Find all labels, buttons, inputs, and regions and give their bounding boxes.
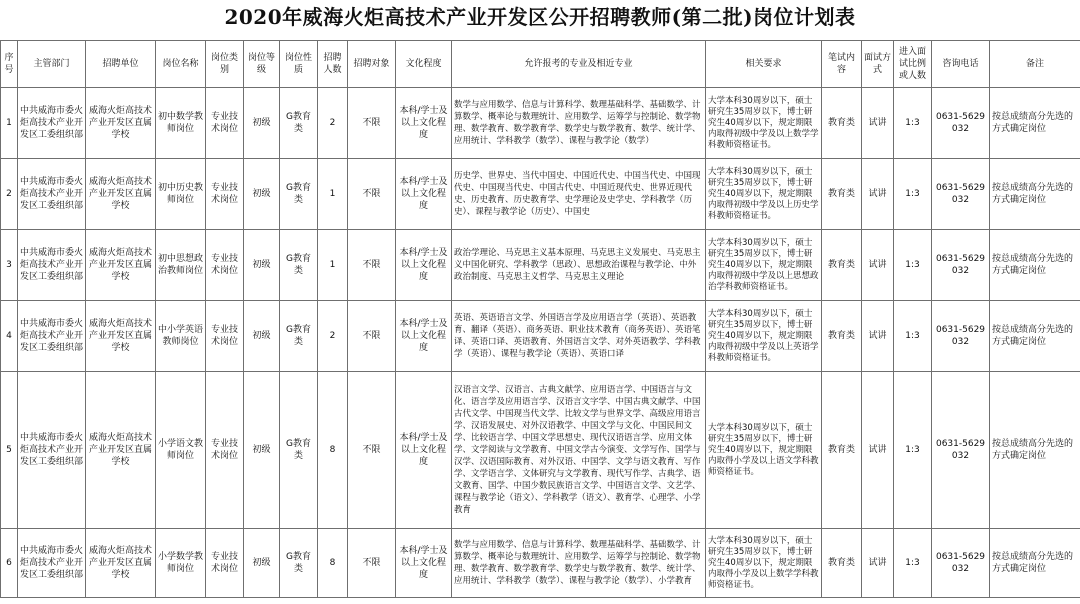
header-cell-count: 招聘人数 (318, 41, 348, 88)
table-row (1, 159, 1080, 230)
cell-interview: 试讲 (862, 301, 894, 372)
cell-majors: 数学与应用数学、信息与计算科学、数理基础科学、基础数学、计算数学、概率论与数理统计、应用数学、运筹学与控制论、数学物理、数学教育、数学教育学、数学史与数学教育、数学、统计学、应用统计、学科教学（数学）、课程与教学论（数学） (452, 88, 706, 159)
cell-phone: 0631-5629032 (932, 88, 990, 159)
cell-majors: 英语、英语语言文学、外国语言学及应用语言学（英语）、英语教育、翻译（英语）、商务英语、职业技术教育（商务英语）、英语笔译、英语口译、英语教育、外国语言文学、对外英语教学、学科教学（英语）、课程与教学论（英语）、英语口译 (452, 301, 706, 372)
cell-level: 初级 (244, 230, 280, 301)
cell-post: 小学语文教师岗位 (156, 372, 206, 529)
cell-post: 中小学英语教师岗位 (156, 301, 206, 372)
cell-nature: G教育类 (280, 159, 318, 230)
cell-edu: 本科/学士及以上文化程度 (396, 529, 452, 598)
cell-ratio: 1:3 (894, 372, 932, 529)
cell-nature: G教育类 (280, 88, 318, 159)
cell-note: 按总成绩高分先选的方式确定岗位 (990, 230, 1080, 301)
cell-level: 初级 (244, 159, 280, 230)
cell-req: 大学本科30周岁以下，硕士研究生35周岁以下，博士研究生40周岁以下，规定期限内取得初级中学及以上思想政治学科教师资格证书。 (706, 230, 822, 301)
cell-ratio: 1:3 (894, 88, 932, 159)
cell-count: 8 (318, 529, 348, 598)
header-cell-nature: 岗位性质 (280, 41, 318, 88)
cell-unit: 威海火炬高技术产业开发区直属学校 (86, 88, 156, 159)
cell-req: 大学本科30周岁以下，硕士研究生35周岁以下，博士研究生40周岁以下，规定期限内取得初级中学及以上英语学科教师资格证书。 (706, 301, 822, 372)
cell-count: 1 (318, 159, 348, 230)
table-row (1, 301, 1080, 372)
cell-majors: 数学与应用数学、信息与计算科学、数理基础科学、基础数学、计算数学、概率论与数理统计、应用数学、运筹学与控制论、数学物理、数学教育、数学教育学、数学史与数学教育、数学、统计学、应用统计、学科教学（数学）、课程与教学论（数学）、小学教育 (452, 529, 706, 598)
cell-category: 专业技术岗位 (206, 372, 244, 529)
cell-count: 1 (318, 230, 348, 301)
cell-phone: 0631-5629032 (932, 529, 990, 598)
cell-phone: 0631-5629032 (932, 372, 990, 529)
cell-count: 8 (318, 372, 348, 529)
cell-majors: 历史学、世界史、当代中国史、中国近代史、中国当代史、中国现代史、中国现当代史、中国古代史、中国近现代史、世界近现代史、历史教育、历史教育学、史学理论及史学史、学科教学（历史）、课程与教学论（历史）、中国史 (452, 159, 706, 230)
cell-note: 按总成绩高分先选的方式确定岗位 (990, 88, 1080, 159)
header-cell-note: 备注 (990, 41, 1080, 88)
cell-dept: 中共威海市委火炬高技术产业开发区工委组织部 (18, 301, 86, 372)
table-row (1, 372, 1080, 529)
cell-no: 5 (1, 372, 18, 529)
header-cell-unit: 招聘单位 (86, 41, 156, 88)
cell-majors: 汉语言文学、汉语言、古典文献学、应用语言学、中国语言与文化、语言学及应用语言学、汉语言文字学、中国古典文献学、中国古代文学、中国现当代文学、比较文学与世界文学、高级应用语言学、汉语发展史、对外汉语教学、中国文学与文化、中国民间文学、比较语言学、中国文学思想史、现代汉语语言学、应用文体学、文学阅读与文学教育、中国文学古今演变、文学写作、国学与汉学、汉语国际教育、对外汉语、中国学、文学与语文教育、写作学、文学语言学、文体研究与文学教育、现代写作学、古典学、语文教育、国学、中国少数民族语言文学、中国语言文学、文艺学、课程与教学论（语文）、学科教学（语文）、教育学、心理学、小学教育 (452, 372, 706, 529)
cell-nature: G教育类 (280, 301, 318, 372)
header-row (1, 41, 1080, 88)
cell-req: 大学本科30周岁以下，硕士研究生35周岁以下，博士研究生40周岁以下，规定期限内取得小学及以上数学学科教师资格证书。 (706, 529, 822, 598)
cell-exam: 教育类 (822, 301, 862, 372)
cell-interview: 试讲 (862, 230, 894, 301)
cell-category: 专业技术岗位 (206, 529, 244, 598)
table-row (1, 88, 1080, 159)
cell-interview: 试讲 (862, 372, 894, 529)
cell-category: 专业技术岗位 (206, 88, 244, 159)
cell-no: 4 (1, 301, 18, 372)
cell-edu: 本科/学士及以上文化程度 (396, 88, 452, 159)
cell-note: 按总成绩高分先选的方式确定岗位 (990, 529, 1080, 598)
cell-target: 不限 (348, 529, 396, 598)
cell-interview: 试讲 (862, 88, 894, 159)
cell-ratio: 1:3 (894, 230, 932, 301)
cell-edu: 本科/学士及以上文化程度 (396, 372, 452, 529)
cell-interview: 试讲 (862, 529, 894, 598)
cell-target: 不限 (348, 301, 396, 372)
page-title: 2020年威海火炬高技术产业开发区公开招聘教师(第二批)岗位计划表 (224, 5, 856, 29)
header-cell-target: 招聘对象 (348, 41, 396, 88)
cell-exam: 教育类 (822, 159, 862, 230)
cell-target: 不限 (348, 88, 396, 159)
header-cell-interview: 面试方式 (862, 41, 894, 88)
cell-level: 初级 (244, 88, 280, 159)
header-cell-post: 岗位名称 (156, 41, 206, 88)
cell-nature: G教育类 (280, 372, 318, 529)
header-cell-exam: 笔试内容 (822, 41, 862, 88)
cell-nature: G教育类 (280, 529, 318, 598)
cell-post: 初中历史教师岗位 (156, 159, 206, 230)
cell-unit: 威海火炬高技术产业开发区直属学校 (86, 301, 156, 372)
cell-no: 6 (1, 529, 18, 598)
header-cell-dept: 主管部门 (18, 41, 86, 88)
cell-category: 专业技术岗位 (206, 230, 244, 301)
header-cell-edu: 文化程度 (396, 41, 452, 88)
cell-no: 2 (1, 159, 18, 230)
cell-dept: 中共威海市委火炬高技术产业开发区工委组织部 (18, 88, 86, 159)
cell-no: 3 (1, 230, 18, 301)
cell-unit: 威海火炬高技术产业开发区直属学校 (86, 230, 156, 301)
cell-edu: 本科/学士及以上文化程度 (396, 159, 452, 230)
cell-category: 专业技术岗位 (206, 159, 244, 230)
cell-note: 按总成绩高分先选的方式确定岗位 (990, 372, 1080, 529)
cell-dept: 中共威海市委火炬高技术产业开发区工委组织部 (18, 372, 86, 529)
header-cell-ratio: 进入面试比例或人数 (894, 41, 932, 88)
cell-post: 初中思想政治教师岗位 (156, 230, 206, 301)
cell-target: 不限 (348, 159, 396, 230)
cell-target: 不限 (348, 230, 396, 301)
cell-interview: 试讲 (862, 159, 894, 230)
cell-post: 小学数学教师岗位 (156, 529, 206, 598)
cell-level: 初级 (244, 301, 280, 372)
cell-majors: 政治学理论、马克思主义基本原理、马克思主义发展史、马克思主义中国化研究、学科教学（思政）、思想政治课程与教学论、中外政治制度、马克思主义哲学、马克思主义理论 (452, 230, 706, 301)
cell-exam: 教育类 (822, 88, 862, 159)
cell-exam: 教育类 (822, 372, 862, 529)
cell-no: 1 (1, 88, 18, 159)
header-cell-category: 岗位类别 (206, 41, 244, 88)
cell-unit: 威海火炬高技术产业开发区直属学校 (86, 159, 156, 230)
header-cell-no: 序号 (1, 41, 18, 88)
cell-req: 大学本科30周岁以下，硕士研究生35周岁以下，博士研究生40周岁以下，规定期限内取得初级中学及以上历史学科教师资格证书。 (706, 159, 822, 230)
table-row (1, 230, 1080, 301)
cell-exam: 教育类 (822, 529, 862, 598)
cell-level: 初级 (244, 372, 280, 529)
cell-req: 大学本科30周岁以下，硕士研究生35周岁以下，博士研究生40周岁以下，规定期限内取得初级中学及以上数学学科教师资格证书。 (706, 88, 822, 159)
header-cell-majors: 允许报考的专业及相近专业 (452, 41, 706, 88)
cell-req: 大学本科30周岁以下，硕士研究生35周岁以下，博士研究生40周岁以下，规定期限内取得小学及以上语文学科教师资格证书。 (706, 372, 822, 529)
cell-ratio: 1:3 (894, 159, 932, 230)
cell-unit: 威海火炬高技术产业开发区直属学校 (86, 529, 156, 598)
recruitment-table (0, 40, 1080, 598)
cell-dept: 中共威海市委火炬高技术产业开发区工委组织部 (18, 529, 86, 598)
cell-count: 2 (318, 88, 348, 159)
cell-note: 按总成绩高分先选的方式确定岗位 (990, 301, 1080, 372)
cell-phone: 0631-5629032 (932, 159, 990, 230)
cell-level: 初级 (244, 529, 280, 598)
header-cell-req: 相关要求 (706, 41, 822, 88)
cell-post: 初中数学教师岗位 (156, 88, 206, 159)
cell-note: 按总成绩高分先选的方式确定岗位 (990, 159, 1080, 230)
cell-ratio: 1:3 (894, 301, 932, 372)
header-cell-phone: 咨询电话 (932, 41, 990, 88)
cell-exam: 教育类 (822, 230, 862, 301)
cell-edu: 本科/学士及以上文化程度 (396, 301, 452, 372)
cell-phone: 0631-5629032 (932, 301, 990, 372)
cell-target: 不限 (348, 372, 396, 529)
cell-nature: G教育类 (280, 230, 318, 301)
cell-phone: 0631-5629032 (932, 230, 990, 301)
cell-dept: 中共威海市委火炬高技术产业开发区工委组织部 (18, 159, 86, 230)
cell-unit: 威海火炬高技术产业开发区直属学校 (86, 372, 156, 529)
header-cell-level: 岗位等级 (244, 41, 280, 88)
cell-ratio: 1:3 (894, 529, 932, 598)
cell-dept: 中共威海市委火炬高技术产业开发区工委组织部 (18, 230, 86, 301)
cell-count: 2 (318, 301, 348, 372)
cell-category: 专业技术岗位 (206, 301, 244, 372)
table-row (1, 529, 1080, 598)
cell-edu: 本科/学士及以上文化程度 (396, 230, 452, 301)
